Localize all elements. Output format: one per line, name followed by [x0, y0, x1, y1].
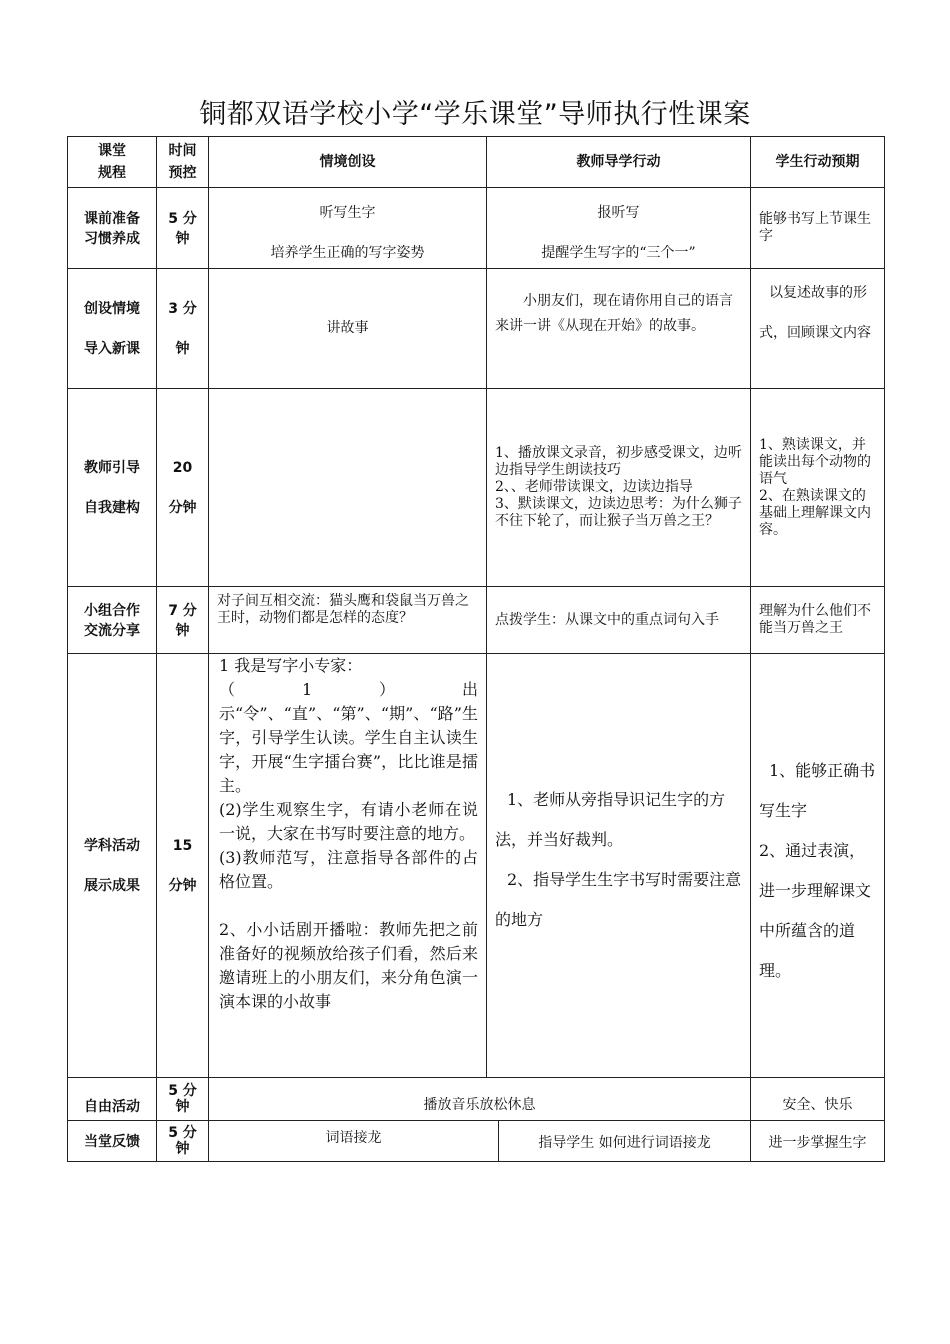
row-guide-teacher-line-1: 1、播放课文录音，初步感受课文，边听边指导学生朗读技巧	[495, 445, 742, 478]
row-feedback-teacher: 指导学生 如何进行词语接龙	[498, 1120, 751, 1162]
row-show-situation-line-2: （1）出示“令”、“直”、“第”、“期”、“路”生字，引导学生认读。学生自主认读生字，开展“生字擂台赛”，比比谁是擂主。	[219, 680, 478, 795]
row-show-teacher	[486, 653, 751, 1078]
header-teacher: 教师导学行动	[486, 136, 751, 188]
row-free-time-line1: 5 分	[168, 1083, 197, 1099]
header-time	[156, 136, 209, 188]
row-guide-stage-line2: 自我建构	[84, 499, 140, 516]
row-group-stage	[67, 586, 157, 654]
row-intro-time	[156, 268, 209, 389]
row-show-situation-line-5	[219, 894, 478, 918]
row-prep-student: 能够书写上节课生字	[750, 187, 885, 269]
row-show-stage-line2: 展示成果	[84, 877, 140, 894]
row-feedback-time	[156, 1120, 209, 1162]
row-intro-stage-line2: 导入新课	[84, 340, 140, 357]
row-show-teacher-line-2: 2、指导学生生字书写时需要注意的地方	[495, 870, 742, 929]
row-prep-time-line2: 钟	[175, 231, 190, 247]
row-guide-student-line-1: 1、熟读课文，并能读出每个动物的语气	[759, 436, 871, 487]
row-guide-teacher-line-3: 3、默读课文，边读边思考：为什么狮子不往下轮了，而让猴子当万兽之王？	[495, 496, 742, 529]
row-intro-situation: 讲故事	[208, 268, 487, 389]
row-feedback-time-line1: 5 分	[168, 1125, 197, 1141]
row-show-stage-line1: 学科活动	[84, 837, 140, 854]
row-prep-situation-line2: 培养学生正确的写字姿势	[270, 245, 425, 261]
row-prep-time	[156, 187, 209, 269]
row-group-student: 理解为什么他们不能当万兽之王	[750, 586, 885, 654]
row-guide-time-line1: 20	[172, 459, 193, 476]
row-show-situation-line-3: (2)学生观察生字，有请小老师在说一说，大家在书写时要注意的地方。	[219, 800, 478, 843]
row-show-situation-line-4: (3)教师范写，注意指导各部件的占格位置。	[219, 848, 478, 891]
row-prep-situation	[208, 187, 487, 269]
row-prep-situation-line1: 听写生字	[319, 205, 376, 221]
row-guide-stage-line1: 教师引导	[84, 459, 140, 476]
row-group-teacher: 点拨学生：从课文中的重点词句入手	[486, 586, 751, 654]
row-guide-time-line2: 分钟	[168, 499, 197, 516]
page-title: 铜都双语学校小学“学乐课堂”导师执行性课案	[199, 99, 751, 130]
row-free-stage: 自由活动	[67, 1077, 157, 1121]
row-show-student-line-2: 2、通过表演，进一步理解课文中所蕴含的道理。	[759, 841, 872, 980]
row-prep-time-line1: 5 分	[168, 211, 197, 227]
row-prep-stage	[67, 187, 157, 269]
row-free-time-line2: 钟	[175, 1099, 190, 1115]
header-stage	[67, 136, 157, 188]
row-guide-student	[750, 388, 885, 587]
row-free-activity: 播放音乐放松休息	[208, 1077, 751, 1121]
row-group-time-line1: 7 分	[168, 603, 197, 619]
row-show-situation-line-1: 1 我是写字小专家：	[219, 656, 363, 675]
row-feedback-time-line2: 钟	[175, 1141, 190, 1157]
header-situation: 情境创设	[208, 136, 487, 188]
row-free-student: 安全、快乐	[750, 1077, 885, 1121]
row-free-time	[156, 1077, 209, 1121]
row-group-stage-line2: 交流分享	[84, 623, 140, 639]
row-intro-time-line1: 3 分	[168, 300, 197, 317]
row-show-situation	[208, 653, 487, 1078]
row-intro-stage	[67, 268, 157, 389]
row-group-time	[156, 586, 209, 654]
row-group-stage-line1: 小组合作	[84, 603, 140, 619]
row-intro-time-line2: 钟	[175, 340, 190, 357]
row-intro-teacher: 小朋友们，现在请你用自己的语言来讲一讲《从现在开始》的故事。	[486, 268, 751, 389]
lesson-plan-table	[67, 136, 885, 1162]
row-prep-teacher-line1: 报听写	[597, 205, 640, 221]
row-prep-teacher-line2: 提醒学生写字的“三个一”	[541, 245, 696, 261]
row-guide-time	[156, 388, 209, 587]
row-guide-situation	[208, 388, 487, 587]
row-prep-stage-line1: 课前准备	[84, 211, 140, 227]
row-group-situation: 对子间互相交流：猫头鹰和袋鼠当万兽之王时，动物们都是怎样的态度？	[208, 586, 487, 654]
header-stage-line2: 规程	[98, 165, 126, 181]
row-prep-teacher	[486, 187, 751, 269]
row-show-teacher-line-1: 1、老师从旁指导识记生字的方法，并当好裁判。	[495, 790, 726, 849]
row-show-time	[156, 653, 209, 1078]
row-show-time-line1: 15	[172, 837, 193, 854]
row-show-student	[750, 653, 885, 1078]
header-stage-line1: 课堂	[98, 143, 126, 159]
row-show-stage	[67, 653, 157, 1078]
row-feedback-stage: 当堂反馈	[67, 1120, 157, 1162]
header-student: 学生行动预期	[750, 136, 885, 188]
row-guide-stage	[67, 388, 157, 587]
header-time-line1: 时间	[168, 143, 197, 159]
row-feedback-student: 进一步掌握生字	[750, 1120, 885, 1162]
row-prep-stage-line2: 习惯养成	[84, 231, 140, 247]
row-intro-stage-line1: 创设情境	[84, 300, 140, 317]
row-feedback-situation: 词语接龙	[208, 1120, 499, 1162]
row-group-time-line2: 钟	[175, 623, 190, 639]
header-time-line2: 预控	[168, 165, 197, 181]
row-intro-student: 以复述故事的形式，回顾课文内容	[750, 268, 885, 389]
row-guide-teacher-line-2: 2、、老师带读课文，边读边指导	[495, 479, 693, 495]
row-show-student-line-1: 1、能够正确书写生字	[759, 761, 876, 820]
row-guide-student-line-2: 2、在熟读课文的基础上理解课文内容。	[759, 487, 871, 538]
row-show-time-line2: 分钟	[168, 877, 197, 894]
row-show-situation-line-6: 2、小小话剧开播啦：教师先把之前准备好的视频放给孩子们看，然后来邀请班上的小朋友们，来分角色演一演本课的小故事	[219, 920, 478, 1011]
row-guide-teacher	[486, 388, 751, 587]
